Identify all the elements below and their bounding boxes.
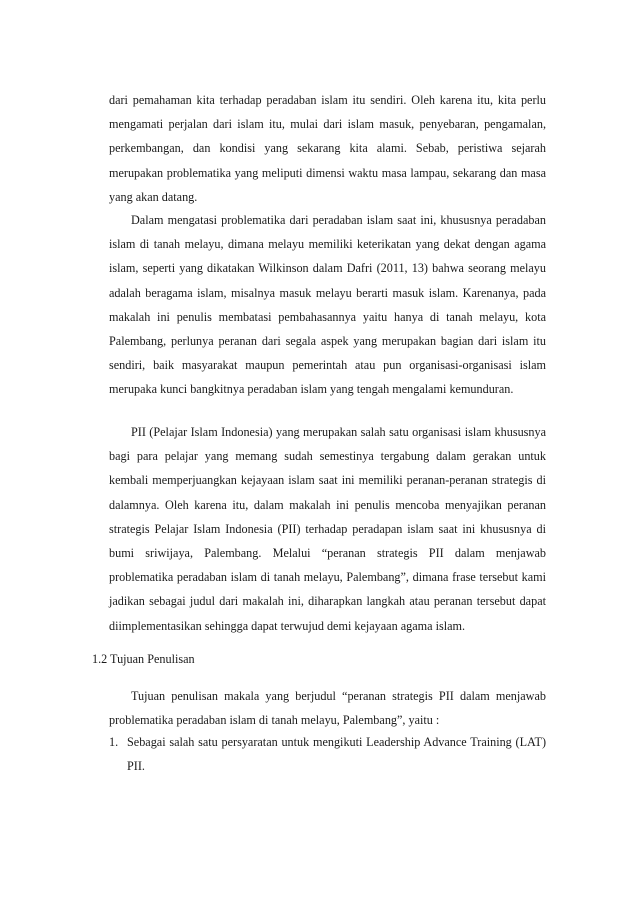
paragraph-text: Dalam mengatasi problematika dari peradaban islam saat ini, khususnya peradaban islam di tanah melayu, dimana melayu memiliki keterikatan yang dekat dengan agama islam, seperti yang dikatakan Wilkinson dalam Dafri (2011, 13) bahwa seorang melayu adalah beragama islam, misalnya masuk melayu berarti masuk islam. Karenanya, pada makalah ini penulis membatasi pembahasannya yaitu hanya di tanah melayu, kota Palembang, perlunya peranan dari segala aspek yang merupakan bagian dari islam itu sendiri, baik masyarakat maupun pemerintah atau pun organisasi-organisasi islam merupaka kunci bangkitnya peradaban islam yang tengah mengalami kemunduran.: [109, 213, 546, 397]
paragraph-tujuan: [109, 684, 546, 732]
paragraph-continuation: [109, 88, 546, 209]
paragraph-text: dari pemahaman kita terhadap peradaban islam itu sendiri. Oleh karena itu, kita perlu mengamati perjalan dari islam itu, mulai dari islam masuk, penyebaran, pengamalan, perkembangan, dan kondisi yang sekarang kita alami. Sebab, peristiwa sejarah merupakan problematika yang meliputi dimensi waktu masa lampau, sekarang dan masa yang akan datang.: [109, 93, 546, 204]
section-heading: 1.2 Tujuan Penulisan: [92, 652, 195, 666]
paragraph-text: Tujuan penulisan makala yang berjudul “peranan strategis PII dalam menjawab problematika peradaban islam di tanah melayu, Palembang”, yaitu :: [109, 689, 546, 728]
list-item: [109, 730, 546, 778]
paragraph-text: PII (Pelajar Islam Indonesia) yang merupakan salah satu organisasi islam khususnya bagi para pelajar yang memang sudah semestinya tergabung dalam gerakan untuk kembali memperjuangkan kejayaan islam saat ini memiliki peranan-peranan strategis di dalamnya. Oleh karena itu, dalam makalah ini penulis mencoba menyajikan peranan strategis Pelajar Islam Indonesia (PII) terhadap peradapan islam saat ini khususnya di bumi sriwijaya, Palembang. Melalui “peranan strategis PII dalam menjawab problematika peradaban islam di tanah melayu, Palembang”, dimana frase tersebut kami jadikan sebagai judul dari makalah ini, diharapkan langkah atau peranan tersebut dapat diimplementasikan sehingga dapat terwujud demi kejayaan agama islam.: [109, 425, 546, 633]
paragraph-pii: [109, 420, 546, 638]
objective-list: [109, 730, 546, 778]
paragraph-melayu: [109, 208, 546, 402]
list-item-text: Sebagai salah satu persyaratan untuk mengikuti Leadership Advance Training (LAT) PII.: [127, 735, 546, 774]
list-item-number: 1.: [109, 735, 119, 749]
